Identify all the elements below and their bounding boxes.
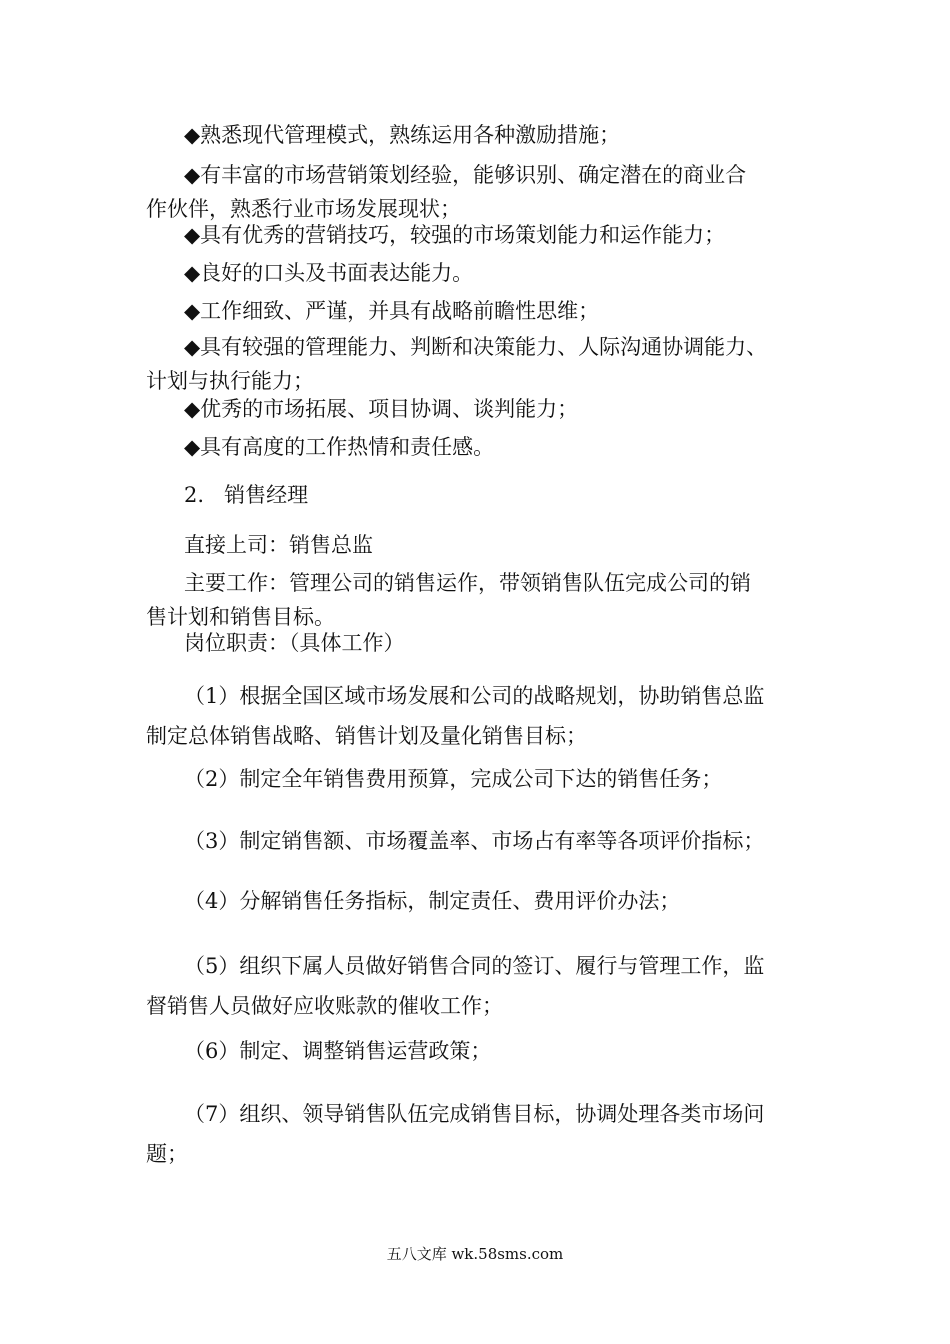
bullet-line: ◆熟悉现代管理模式，熟练运用各种激励措施； [184, 123, 621, 147]
bullet-line: ◆良好的口头及书面表达能力。 [184, 261, 474, 285]
duty-item [146, 946, 806, 1026]
bullet-line: 作伙伴，熟悉行业市场发展现状； [146, 197, 461, 221]
superior-line [146, 528, 806, 562]
duty-line: （7）组织、领导销售队伍完成销售目标，协调处理各类市场问 [184, 1102, 765, 1126]
info-line: 售计划和销售目标。 [146, 605, 335, 629]
duty-line: （6）制定、调整销售运营政策； [184, 1039, 492, 1063]
info-line: 直接上司：销售总监 [184, 533, 373, 557]
duty-line: （1）根据全国区域市场发展和公司的战略规划，协助销售总监 [184, 684, 765, 708]
duty-line: （4）分解销售任务指标，制定责任、费用评价办法； [184, 889, 681, 913]
section-title: 销售经理 [224, 483, 309, 507]
duty-line: 督销售人员做好应收账款的催收工作； [146, 994, 503, 1018]
bullet-item [146, 118, 806, 152]
duty-heading [146, 626, 806, 660]
duty-line: （2）制定全年销售费用预算，完成公司下达的销售任务； [184, 767, 723, 791]
duty-line: （3）制定销售额、市场覆盖率、市场占有率等各项评价指标； [184, 829, 765, 853]
duty-item [146, 824, 806, 858]
bullet-item [146, 430, 806, 464]
bullet-line: ◆具有较强的管理能力、判断和决策能力、人际沟通协调能力、 [184, 335, 768, 359]
duty-item [146, 762, 806, 796]
duty-line: 题； [146, 1142, 188, 1166]
duty-line: 制定总体销售战略、销售计划及量化销售目标； [146, 724, 587, 748]
section-heading [146, 478, 806, 512]
duty-line: （5）组织下属人员做好销售合同的签订、履行与管理工作，监 [184, 954, 765, 978]
duty-item [146, 1094, 806, 1174]
info-line: 岗位职责：（具体工作） [184, 631, 405, 655]
bullet-line: ◆优秀的市场拓展、项目协调、谈判能力； [184, 397, 579, 421]
duty-item [146, 676, 806, 756]
bullet-line: 计划与执行能力； [146, 369, 314, 393]
bullet-line: ◆有丰富的市场营销策划经验，能够识别、确定潜在的商业合 [184, 163, 747, 187]
bullet-item [146, 158, 806, 226]
bullet-line: ◆具有高度的工作热情和责任感。 [184, 435, 495, 459]
bullet-item [146, 330, 806, 398]
bullet-item [146, 392, 806, 426]
bullet-line: ◆工作细致、严谨，并具有战略前瞻性思维； [184, 299, 600, 323]
duty-item [146, 1034, 806, 1068]
bullet-item [146, 218, 806, 252]
bullet-item [146, 256, 806, 290]
info-line: 主要工作：管理公司的销售运作，带领销售队伍完成公司的销 [184, 571, 751, 595]
main-work [146, 566, 806, 634]
bullet-line: ◆具有优秀的营销技巧，较强的市场策划能力和运作能力； [184, 223, 726, 247]
bullet-item [146, 294, 806, 328]
duty-item [146, 884, 806, 918]
section-number: 2. [184, 483, 205, 507]
page-footer: 五八文库 wk.58sms.com [386, 1245, 564, 1263]
